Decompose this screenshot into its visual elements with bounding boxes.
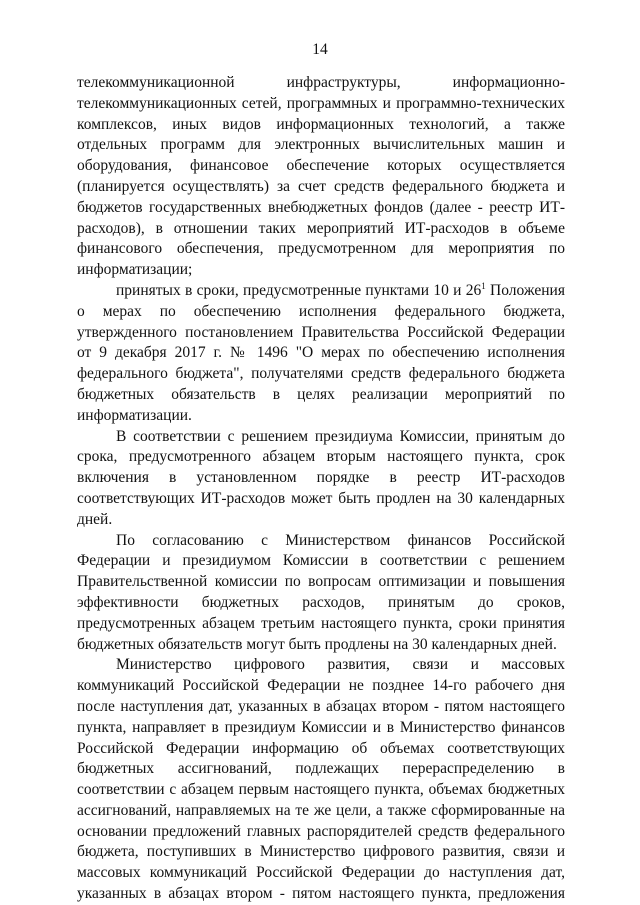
paragraph-ministry: Министерство цифрового развития, связи и массовых коммуникаций Российской Федерации не позднее 14-го рабочего дня после наступления дат, указанных в абзацах втором - пятом настоящего пункта, направляет в президиум Комиссии и в Министерство финансов Российской Федерации информацию об объемах соответствующих бюджетных ассигнований, подлежащих перераспределению в соответствии с абзацем первым настоящего пункта, объемах бюджетных ассигнований, направляемых на те же цели, а также сформированные на основании предложений главных распорядителей средств федерального бюджета, поступивших в Министерство цифрового развития, связи и массовых коммуникаций Российской Федерации до наступления дат, указанных в абзацах втором - пятом настоящего пункта, предложения [77, 656, 565, 903]
paragraph-deadlines-text-start: принятых в сроки, предусмотренные пунктами 10 и 26 [116, 281, 482, 299]
paragraph-deadlines [77, 281, 565, 427]
paragraph-deadlines-text-end: Положения о мерах по обеспечению исполнения федерального бюджета, утвержденного постановлением Правительства Российской Федерации от 9 декабря 2017 г. № 1496 "О мерах по обеспечению исполнения федерального бюджета", получателями средств федерального бюджета бюджетных обязательств в целях реализации мероприятий по информатизации. [77, 281, 565, 424]
paragraph-extension: В соответствии с решением президиума Комиссии, принятым до срока, предусмотренного абзацем вторым настоящего пункта, срок включения в установленном порядке в реестр ИТ-расходов соответствующих ИТ-расходов может быть продлен на 30 календарных дней. [77, 427, 565, 528]
document-body [77, 73, 565, 905]
footnote-superscript: 1 [481, 280, 486, 291]
paragraph-continuation: телекоммуникационной инфраструктуры, информационно-телекоммуникационных сетей, программных и программно-технических комплексов, иных видов информационных технологий, а также отдельных программ для электронных вычислительных машин и оборудования, финансовое обеспечение которых осуществляется (планируется осуществлять) за счет средств федерального бюджета и бюджетов государственных внебюджетных фондов (далее - реестр ИТ-расходов), в отношении таких мероприятий ИТ-расходов в объеме финансового обеспечения, предусмотренном для мероприятия по информатизации; [77, 74, 565, 279]
paragraph-agreement: По согласованию с Министерством финансов Российской Федерации и президиумом Комиссии в соответствии с решением Правительственной комиссии по вопросам оптимизации и повышения эффективности бюджетных расходов, принятым до сроков, предусмотренных абзацем третьим настоящего пункта, сроки принятия бюджетных обязательств могут быть продлены на 30 календарных дней. [77, 531, 565, 653]
page-number: 14 [312, 41, 328, 58]
